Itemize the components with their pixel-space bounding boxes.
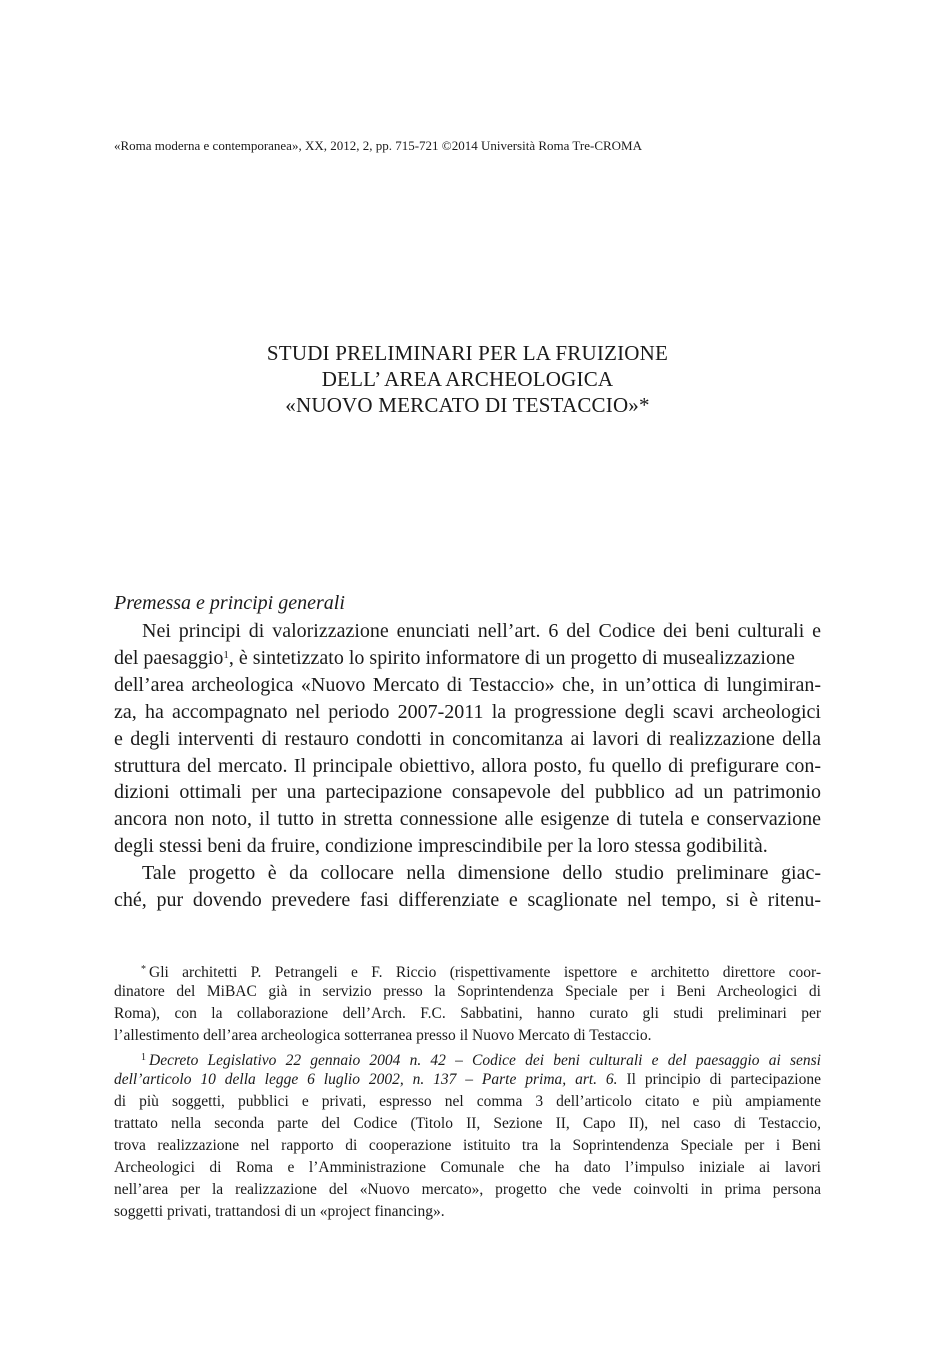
article-title: [0, 340, 935, 418]
title-line-2: DELL’ AREA ARCHEOLOGICA: [321, 367, 614, 391]
footnote-line: dinatore del MiBAC già in servizio presso la Soprintendenza Speciale per i Beni Archeologici di: [114, 983, 821, 1000]
title-line-1: STUDI PRELIMINARI PER LA FRUIZIONE: [266, 341, 669, 365]
body-line: [114, 645, 821, 671]
body-line: ancora non noto, il tutto in stretta connessione alle esigenze di tutela e conservazione: [114, 808, 821, 830]
body-text-run: del paesaggio: [114, 647, 224, 669]
footnote-text-run: Gli architetti P. Petrangeli e F. Riccio (rispettivamente ispettore e architetto direttore coor-: [149, 964, 821, 981]
footnote-line: di più soggetti, pubblici e privati, espresso nel comma 3 dell’articolo citato e più ampiamente: [114, 1093, 821, 1110]
title-line-3: «NUOVO MERCATO DI TESTACCIO»*: [285, 393, 650, 417]
journal-citation: «Roma moderna e contemporanea», XX, 2012, 2, pp. 715-721 ©2014 Università Roma Tre-CROMA: [114, 138, 642, 153]
section-heading: Premessa e principi generali: [114, 592, 345, 614]
footnote-star-marker: *: [141, 964, 146, 975]
footnote-line: Archeologici di Roma e l’Amministrazione Comunale che ha dato l’impulso iniziale ai lavori: [114, 1159, 821, 1176]
body-line: dizioni ottimali per una partecipazione consapevole del pubblico ad un patrimonio: [114, 781, 821, 803]
footnote-line: l’allestimento dell’area archeologica sotterranea presso il Nuovo Mercato di Testaccio.: [114, 1027, 652, 1044]
footnote-line: nell’area per la realizzazione del «Nuovo mercato», progetto che vede coinvolti in prima persona: [114, 1181, 821, 1198]
footnote-text-run: Decreto Legislativo 22 gennaio 2004 n. 42 – Codice dei beni culturali e del paesaggio ai sensi: [149, 1052, 821, 1069]
body-line: Nei principi di valorizzazione enunciati nell’art. 6 del Codice dei beni culturali e: [142, 620, 821, 642]
footnote-one-marker: 1: [141, 1052, 146, 1063]
body-line: ché, pur dovendo prevedere fasi differenziate e scaglionate nel tempo, si è ritenu-: [114, 889, 821, 911]
footnote-line: trattato nella seconda parte del Codice (Titolo II, Sezione II, Capo II), nel caso di Testaccio,: [114, 1115, 821, 1132]
footnote-line: [114, 1069, 821, 1091]
footnote-line: Roma), con la collaborazione dell’Arch. F.C. Sabbatini, hanno curato gli studi preliminari per: [114, 1005, 821, 1022]
body-line: za, ha accompagnato nel periodo 2007-2011 la progressione degli scavi archeologici: [114, 701, 821, 723]
body-line: Tale progetto è da collocare nella dimensione dello studio preliminare giac-: [142, 862, 821, 884]
body-line: dell’area archeologica «Nuovo Mercato di Testaccio» che, in un’ottica di lungimiran-: [114, 674, 821, 696]
body-line: e degli interventi di restauro condotti in concomitanza ai lavori di realizzazione della: [114, 728, 821, 750]
body-line: degli stessi beni da fruire, condizione imprescindibile per la loro stessa godibilità.: [114, 835, 768, 857]
footnote-line: trova realizzazione nel rapporto di cooperazione istituito tra la Soprintendenza Speciale per i Beni: [114, 1137, 821, 1154]
footnote-reference[interactable]: 1: [223, 649, 229, 661]
footnote-line: soggetti privati, trattandosi di un «project financing».: [114, 1203, 445, 1220]
body-line: struttura del mercato. Il principale obiettivo, allora posto, fu quello di prefigurare con-: [114, 755, 821, 777]
footnote-text-run: Il principio di partecipazione: [617, 1071, 821, 1088]
body-text-run: , è sintetizzato lo spirito informatore di un progetto di musealizzazione: [228, 647, 795, 669]
footnote-text-run: dell’articolo 10 della legge 6 luglio 2002, n. 137 – Parte prima, art. 6.: [114, 1071, 618, 1088]
